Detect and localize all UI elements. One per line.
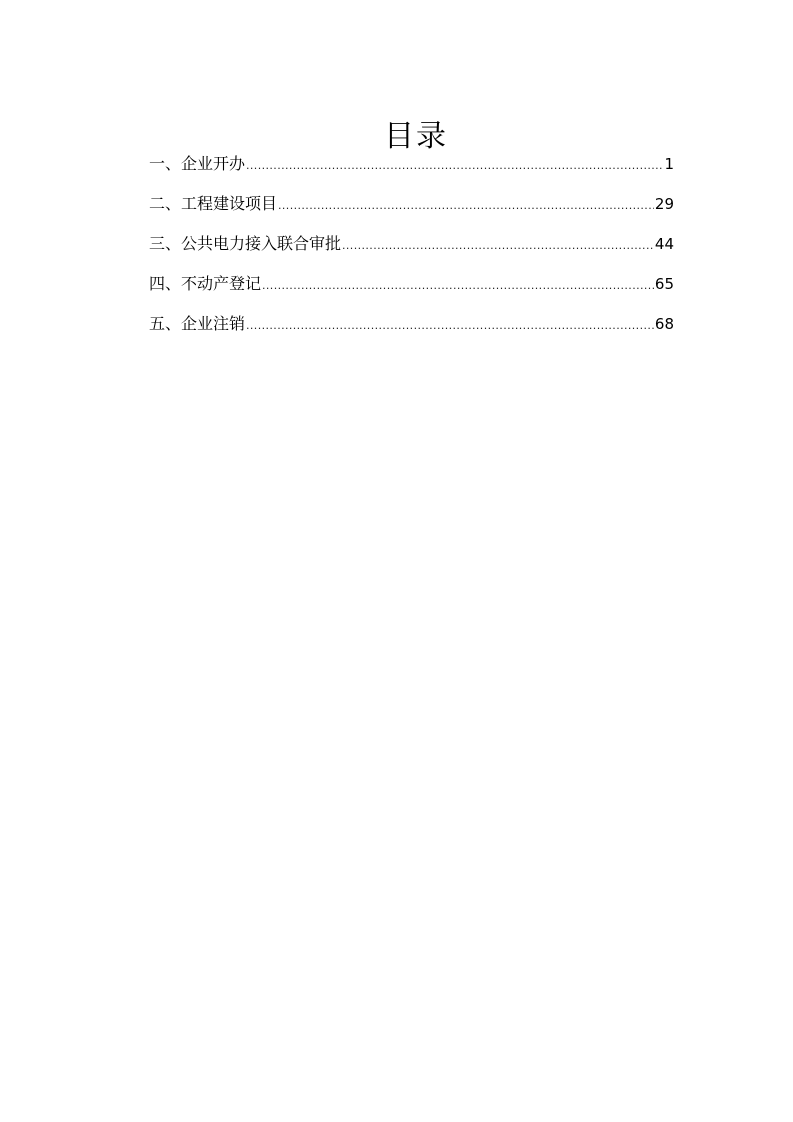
toc-entry-real-estate-registration[interactable] — [149, 272, 674, 312]
toc-entry-construction-projects[interactable] — [149, 192, 674, 232]
toc-entry-label: 五、企业注销 — [149, 314, 246, 333]
toc-title: 目录 — [384, 119, 448, 155]
toc-entry-enterprise-deregistration[interactable] — [149, 312, 674, 352]
toc-entry-page-number: 65 — [654, 275, 674, 293]
toc-entry-page-number: 1 — [664, 155, 674, 173]
toc-entry-label: 二、工程建设项目 — [149, 194, 278, 213]
toc-dot-leader — [246, 154, 663, 178]
toc-dot-leader — [342, 234, 654, 258]
toc-entry-enterprise-opening[interactable] — [149, 152, 674, 192]
toc-entry-page-number: 68 — [654, 315, 674, 333]
toc-entry-page-number: 44 — [654, 235, 674, 253]
toc-dot-leader — [262, 274, 654, 298]
toc-entry-page-number: 29 — [654, 195, 674, 213]
toc-entry-label: 四、不动产登记 — [149, 274, 262, 293]
toc-dot-leader — [278, 194, 654, 218]
toc-entry-label: 一、企业开办 — [149, 154, 246, 173]
toc-entry-label: 三、公共电力接入联合审批 — [149, 234, 342, 253]
toc-entry-power-connection-approval[interactable] — [149, 232, 674, 272]
toc-dot-leader — [246, 314, 654, 338]
toc-list — [149, 152, 674, 352]
